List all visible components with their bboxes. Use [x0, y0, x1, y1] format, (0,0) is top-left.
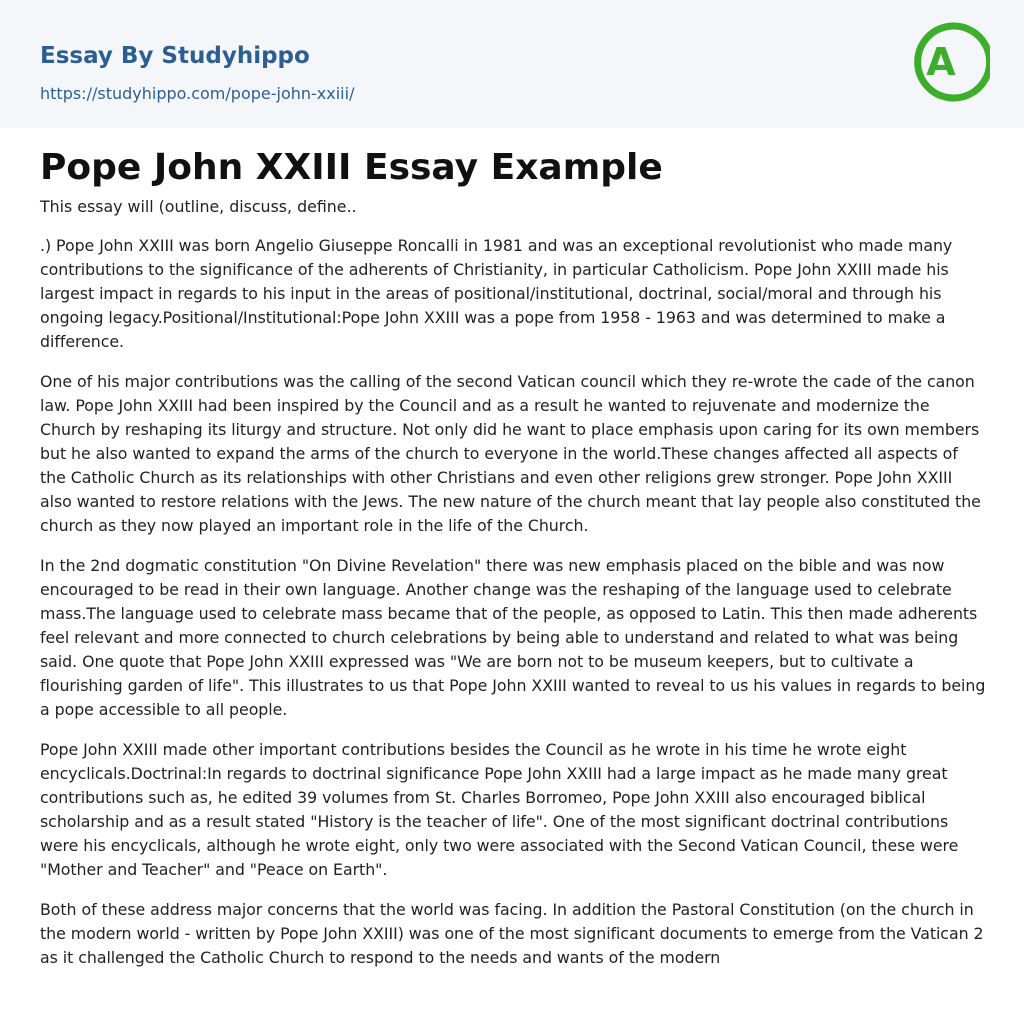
article-paragraph: .) Pope John XXIII was born Angelio Giuseppe Roncalli in 1981 and was an exceptional revolutionist who made many contributions to the significance of the adherents of Christianity, in particular Catholicism. Pope John XXIII made his largest impact in regards to his input in the areas of positional/institutional, doctrinal, social/moral and through his ongoing legacy.Positional/Institutional:Pope John XXIII was a pope from 1958 - 1963 and was determined to make a difference. [40, 236, 953, 351]
studyhippo-logo-icon[interactable] [910, 17, 990, 107]
site-brand[interactable]: Essay By Studyhippo [40, 43, 310, 69]
article-paragraph: One of his major contributions was the calling of the second Vatican council which they re-wrote the cade of the canon law. Pope John XXIII had been inspired by the Council and as a result he wanted to rejuvenate and modernize the Church by reshaping its liturgy and structure. Not only did he want to place emphasis upon caring for its own members but he also wanted to expand the arms of the church to everyone in the world.These changes affected all aspects of the Catholic Church as its relationships with other Christians and even other religions grew stronger. Pope John XXIII also wanted to restore relations with the Jews. The new nature of the church meant that lay people also constituted the church as they now played an important role in the life of the Church. [40, 372, 981, 535]
article-intro: This essay will (outline, discuss, define.. [40, 197, 357, 216]
article-body [40, 234, 988, 986]
article-paragraph: Both of these address major concerns that the world was facing. In addition the Pastoral Constitution (on the church in the modern world - written by Pope John XXIII) was one of the most significant documents to emerge from the Vatican 2 as it challenged the Catholic Church to respond to the needs and wants of the modern [40, 900, 984, 967]
article-paragraph: Pope John XXIII made other important contributions besides the Council as he wrote in his time he wrote eight encyclicals.Doctrinal:In regards to doctrinal significance Pope John XXIII had a large impact as he made many great contributions such as, he edited 39 volumes from St. Charles Borromeo, Pope John XXIII also encouraged biblical scholarship and as a result stated "History is the teacher of life". One of the most significant doctrinal contributions were his encyclicals, although he wrote eight, only two were associated with the Second Vatican Council, these were "Mother and Teacher" and "Peace on Earth". [40, 740, 959, 879]
logo-letter: A [926, 40, 956, 84]
page-url-link[interactable]: https://studyhippo.com/pope-john-xxiii/ [40, 84, 355, 103]
article-paragraph: In the 2nd dogmatic constitution "On Divine Revelation" there was new emphasis placed on the bible and was now encouraged to be read in their own language. Another change was the reshaping of the language used to celebrate mass.The language used to celebrate mass became that of the people, as opposed to Latin. This then made adherents feel relevant and more connected to church celebrations by being able to understand and related to what was being said. One quote that Pope John XXIII expressed was "We are born not to be museum keepers, but to cultivate a flourishing garden of life". This illustrates to us that Pope John XXIII wanted to reveal to us his values in regards to being a pope accessible to all people. [40, 556, 986, 719]
article-title: Pope John XXIII Essay Example [40, 147, 663, 188]
